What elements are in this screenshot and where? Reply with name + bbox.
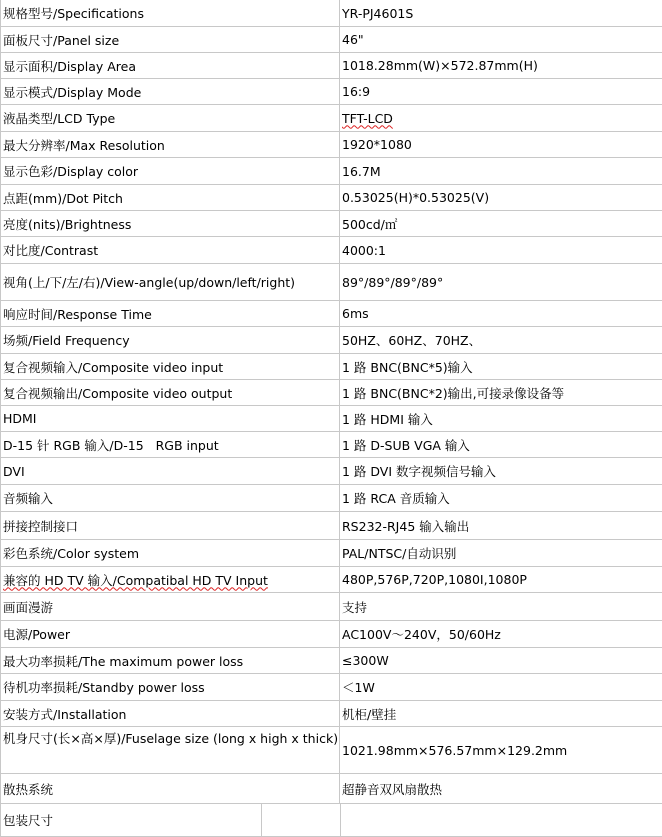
spec-label[interactable]: 亮度(nits)/Brightness [0, 211, 340, 236]
spec-value[interactable]: 0.53025(H)*0.53025(V) [342, 190, 490, 205]
spec-label[interactable]: 对比度/Contrast [0, 237, 340, 263]
spec-value[interactable]: ＜1W [342, 680, 375, 695]
spec-label[interactable]: 点距(mm)/Dot Pitch [0, 185, 340, 210]
table-row [0, 432, 662, 458]
spec-label[interactable]: 复合视频输出/Composite video output [0, 380, 340, 405]
table-row [0, 185, 662, 211]
spec-label[interactable]: 拼接控制接口 [0, 512, 340, 539]
spec-empty-cell[interactable] [262, 804, 341, 836]
spec-label[interactable]: 显示面积/Display Area [0, 53, 340, 78]
spec-label[interactable]: 电源/Power [0, 621, 340, 647]
spec-value[interactable]: 89°/89°/89°/89° [342, 274, 444, 290]
table-row [0, 621, 662, 648]
table-row [0, 406, 662, 432]
spec-label[interactable]: 音频输入 [0, 485, 340, 511]
table-row [0, 804, 662, 837]
table-row [0, 648, 662, 674]
spec-value[interactable]: ≤300W [342, 653, 389, 668]
spec-label[interactable]: DVI [0, 458, 340, 484]
spec-value[interactable]: 16:9 [342, 84, 371, 99]
spec-value[interactable]: 4000:1 [342, 242, 386, 258]
table-row [0, 237, 662, 264]
spec-value[interactable]: 超静音双风扇散热 [342, 781, 443, 797]
spec-value[interactable]: RS232-RJ45 输入输出 [342, 518, 470, 534]
spec-label[interactable]: 最大功率损耗/The maximum power loss [0, 648, 340, 673]
spec-label[interactable]: 兼容的 HD TV 输入/Compatibal HD TV Input [0, 567, 340, 592]
spec-label[interactable]: 显示模式/Display Mode [0, 79, 340, 104]
spec-label[interactable]: 响应时间/Response Time [0, 301, 340, 326]
table-row [0, 27, 662, 53]
spec-label[interactable]: 面板尺寸/Panel size [0, 27, 340, 52]
table-row [0, 593, 662, 621]
spec-label[interactable]: 待机功率损耗/Standby power loss [0, 674, 340, 700]
spec-value[interactable]: 480P,576P,720P,1080I,1080P [342, 572, 527, 587]
spec-label[interactable]: 包装尺寸 [0, 804, 262, 836]
table-row [0, 540, 662, 567]
spec-label[interactable]: 画面漫游 [0, 593, 340, 620]
table-row [0, 458, 662, 485]
table-row [0, 301, 662, 327]
table-row [0, 701, 662, 727]
spec-label[interactable]: 彩色系统/Color system [0, 540, 340, 566]
spec-label[interactable]: 最大分辨率/Max Resolution [0, 132, 340, 157]
spec-value[interactable]: 1 路 BNC(BNC*5)输入 [342, 359, 473, 375]
spec-value[interactable]: 50HZ、60HZ、70HZ、 [342, 333, 482, 348]
spec-label[interactable]: HDMI [0, 406, 340, 431]
table-row [0, 264, 662, 301]
spec-value[interactable]: 46" [342, 32, 364, 47]
spec-value[interactable]: 1 路 RCA 音质输入 [342, 491, 450, 506]
table-row [0, 354, 662, 380]
spec-value[interactable]: 500cd/㎡ [342, 216, 398, 232]
spec-value[interactable]: 1 路 HDMI 输入 [342, 411, 433, 427]
spec-value[interactable]: 1 路 BNC(BNC*2)输出,可接录像设备等 [342, 385, 565, 401]
spec-value[interactable]: 1 路 DVI 数字视频信号输入 [342, 464, 497, 479]
table-row [0, 132, 662, 158]
spec-value[interactable]: 1018.28mm(W)×572.87mm(H) [342, 58, 538, 73]
spec-value[interactable]: 支持 [342, 599, 368, 615]
table-row [0, 0, 662, 27]
spec-label[interactable]: 安装方式/Installation [0, 701, 340, 726]
spec-label[interactable]: 场频/Field Frequency [0, 327, 340, 353]
table-row [0, 674, 662, 701]
table-row [0, 53, 662, 79]
spec-label[interactable]: 液晶类型/LCD Type [0, 105, 340, 131]
spec-value[interactable]: 1 路 D-SUB VGA 输入 [342, 437, 470, 453]
spec-label[interactable]: 显示色彩/Display color [0, 158, 340, 184]
spec-label[interactable]: 散热系统 [0, 774, 340, 803]
spec-value[interactable]: 机柜/壁挂 [342, 706, 397, 722]
table-row [0, 327, 662, 354]
table-row [0, 158, 662, 185]
spec-value[interactable]: 1021.98mm×576.57mm×129.2mm [342, 742, 568, 758]
table-row [0, 105, 662, 132]
table-row [0, 380, 662, 406]
table-row [0, 774, 662, 804]
table-row [0, 79, 662, 105]
spec-value[interactable]: 16.7M [342, 163, 381, 179]
spec-value[interactable]: 1920*1080 [342, 137, 412, 152]
spec-value[interactable]: 6ms [342, 306, 369, 321]
table-row [0, 211, 662, 237]
spec-value[interactable]: AC100V～240V，50/60Hz [342, 627, 501, 642]
table-row [0, 512, 662, 540]
table-row [0, 485, 662, 512]
spec-value[interactable] [341, 804, 662, 836]
spec-label[interactable]: D-15 针 RGB 输入/D-15 RGB input [0, 432, 340, 457]
spec-label[interactable]: 视角(上/下/左/右)/View-angle(up/down/left/right) [0, 264, 340, 300]
spec-label[interactable]: 复合视频输入/Composite video input [0, 354, 340, 379]
spec-value[interactable]: YR-PJ4601S [342, 5, 414, 21]
spec-value[interactable]: TFT-LCD [342, 110, 393, 126]
table-row [0, 727, 662, 774]
spec-value[interactable]: PAL/NTSC/自动识别 [342, 546, 457, 561]
spec-label[interactable]: 规格型号/Specifications [0, 0, 340, 26]
spec-label[interactable]: 机身尺寸(长×高×厚)/Fuselage size (long x high x thick) [0, 727, 340, 773]
table-row [0, 567, 662, 593]
